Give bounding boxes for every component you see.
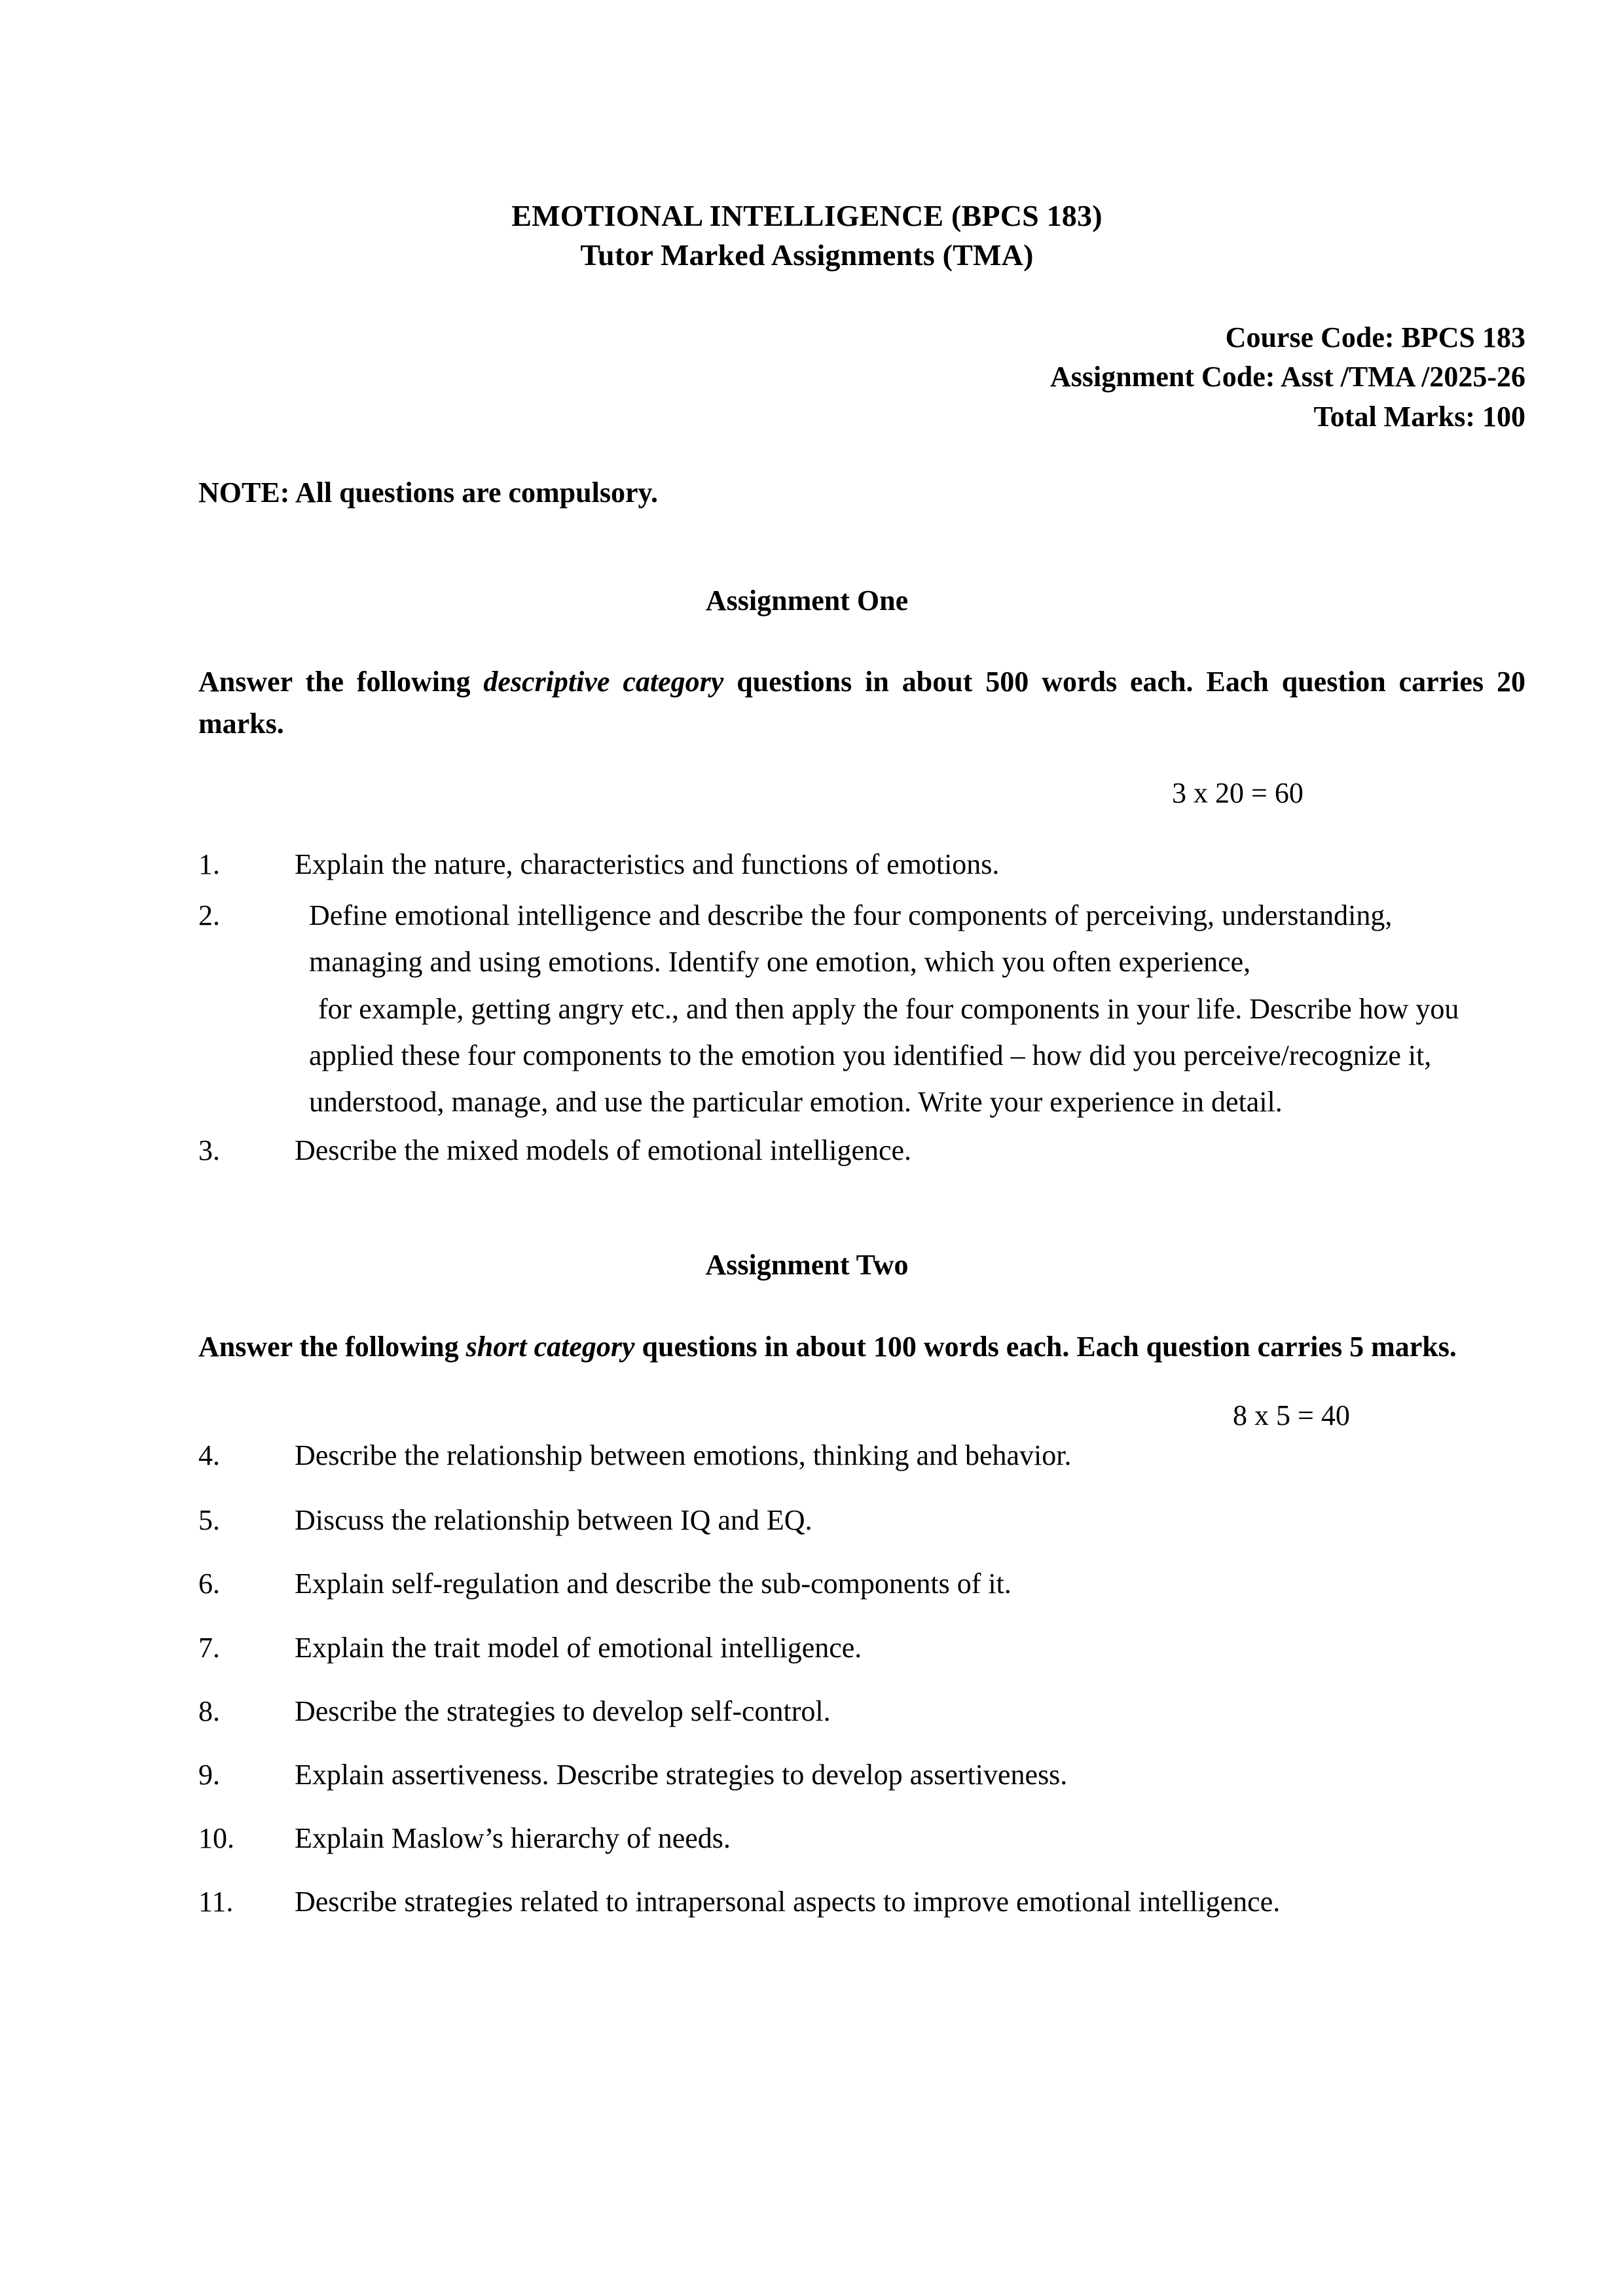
instruction-prefix: Answer the following [198,666,484,698]
assignment-one-heading: Assignment One [705,584,909,617]
instruction-emphasis: descriptive category [483,666,724,698]
question-text: Explain assertiveness. Describe strategies to develop assertiveness. [295,1759,1068,1791]
question-number: 9. [198,1759,220,1791]
question-number: 10. [198,1822,234,1855]
list-item [198,1565,1525,1602]
question-number: 2. [198,899,220,931]
list-item [198,1629,1525,1666]
assignment-one-instruction [198,661,1525,745]
total-marks-line: Total Marks: 100 [1313,401,1525,433]
question-number: 4. [198,1439,220,1472]
question-text: Describe strategies related to intrapersonal aspects to improve emotional intelligence. [295,1886,1281,1918]
question-text-line: managing and using emotions. Identify one emotion, which you often experience, [309,946,1251,978]
question-text-line: Define emotional intelligence and describe the four components of perceiving, understanding, [309,899,1393,931]
page-subtitle: Tutor Marked Assignments (TMA) [580,238,1034,272]
question-text: Explain the trait model of emotional intelligence. [295,1631,862,1664]
course-meta-block [198,318,1525,437]
question-number: 1. [198,848,220,880]
assignment-two-heading: Assignment Two [705,1249,909,1282]
assignment-code-line: Assignment Code: Asst /TMA /2025-26 [1049,361,1525,393]
list-item [198,1820,1525,1857]
assignment-two-marks: 8 x 5 = 40 [1233,1399,1350,1431]
list-item [198,1883,1525,1920]
question-text: Explain self-regulation and describe the sub-components of it. [295,1568,1012,1600]
question-text: Explain the nature, characteristics and functions of emotions. [295,848,1000,880]
question-text: Discuss the relationship between IQ and EQ. [295,1504,812,1537]
question-text: Describe the strategies to develop self-control. [295,1695,831,1727]
list-item [198,1693,1525,1730]
instruction-suffix: questions in about 100 words each. Each question carries 5 marks. [634,1330,1457,1363]
list-item [198,1437,1525,1474]
instruction-suffix: questions in about 500 words each. Each question carries 20 marks. [198,666,1525,740]
question-number: 11. [198,1886,234,1918]
question-number: 7. [198,1631,220,1664]
question-text: Explain Maslow’s hierarchy of needs. [295,1822,731,1855]
assignment-one-question-list [198,846,1525,1170]
list-item [198,892,1525,1125]
question-number: 5. [198,1504,220,1537]
question-text-line: applied these four components to the emotion you identified – how did you perceive/recognize it, [309,1039,1432,1071]
list-item [198,846,1525,883]
question-text: Describe the relationship between emotions, thinking and behavior. [295,1439,1072,1472]
list-item [198,1501,1525,1539]
question-text-line: for example, getting angry etc., and then apply the four components in your life. Describe how you [318,992,1459,1025]
list-item [198,1756,1525,1793]
question-number: 6. [198,1568,220,1600]
list-item [198,1132,1525,1169]
document-title-block [198,0,1525,275]
question-number: 3. [198,1134,220,1167]
question-number: 8. [198,1695,220,1727]
question-text: Describe the mixed models of emotional intelligence. [295,1134,912,1167]
assignment-one-marks: 3 x 20 = 60 [1172,776,1304,809]
assignment-two-instruction [198,1326,1525,1368]
instruction-prefix: Answer the following [198,1330,466,1363]
document-content [198,0,1525,1947]
question-text-line: understood, manage, and use the particular emotion. Write your experience in detail. [309,1086,1283,1119]
page-title: EMOTIONAL INTELLIGENCE (BPCS 183) [511,199,1103,232]
assignment-two-question-list [198,1437,1525,1921]
course-code-line: Course Code: BPCS 183 [1225,321,1525,353]
note-text: NOTE: All questions are compulsory. [198,476,659,509]
instruction-emphasis: short category [465,1330,635,1363]
